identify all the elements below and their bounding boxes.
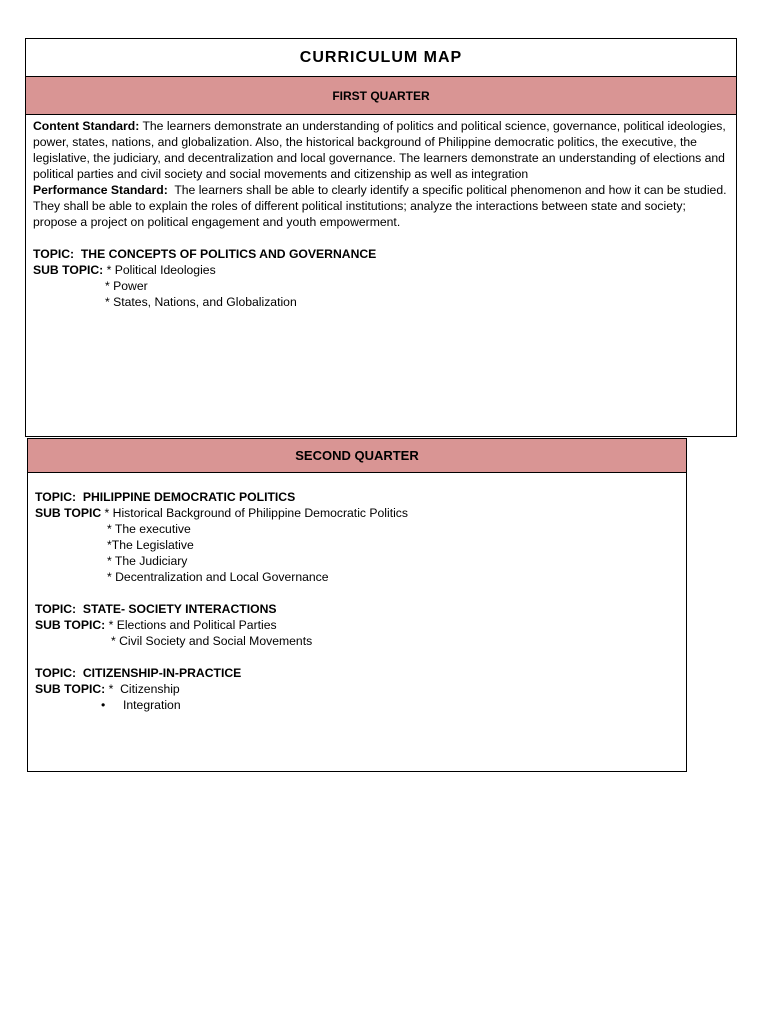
sub-topic-item: * The executive	[107, 522, 191, 536]
sub-topic-item: * Elections and Political Parties	[105, 618, 277, 632]
sub-topic-item: * The Judiciary	[107, 554, 188, 568]
sub-topic-item: * Power	[105, 279, 148, 293]
sub-topic-item: *The Legislative	[107, 538, 194, 552]
sub-topic-item: * Civil Society and Social Movements	[111, 634, 313, 648]
page-title: CURRICULUM MAP	[26, 39, 736, 77]
sub-topic-item: * Historical Background of Philippine Democratic Politics	[101, 506, 408, 520]
sub-topic-item: * Citizenship	[105, 682, 180, 696]
bullet-item-text: Integration	[123, 698, 181, 712]
topic-democratic-politics: TOPIC: PHILIPPINE DEMOCRATIC POLITICS	[35, 490, 296, 504]
content-standard	[33, 118, 729, 182]
content-standard-text: The learners demonstrate an understanding of politics and political science, governance, political ideologies, power, states, nations, and globalization. Also, the historical background of Philippine democratic politics, the executive, the legislative, the judiciary, and decentralization and local governance. The learners demonstrate an understanding of elections and political parties and civil society and social movements and citizenship as well as integration	[33, 119, 726, 181]
second-quarter-table	[27, 438, 687, 772]
sub-topic-item: * Decentralization and Local Governance	[107, 570, 329, 584]
second-quarter-body	[28, 473, 686, 713]
performance-standard-text: The learners shall be able to clearly identify a specific political phenomenon and how it can be studied. They shall be able to explain the roles of different political institutions; analyze the interactions between state and society; propose a project on political engagement and youth empowerment.	[33, 183, 730, 229]
sub-topic-item: * States, Nations, and Globalization	[105, 295, 297, 309]
bullet-item	[35, 697, 679, 713]
bullet-icon: •	[101, 698, 106, 712]
performance-standard-label: Performance Standard:	[33, 183, 168, 197]
sub-topic-label: SUB TOPIC:	[35, 618, 106, 632]
subtopic-line	[35, 505, 679, 521]
spacer	[35, 473, 679, 489]
subtopic-line	[35, 681, 679, 697]
first-quarter-body	[26, 115, 736, 310]
spacer	[35, 649, 679, 665]
sub-topic-label: SUB TOPIC:	[33, 263, 104, 277]
sub-topic-item: * Political Ideologies	[103, 263, 216, 277]
first-quarter-heading: FIRST QUARTER	[26, 77, 736, 115]
spacer	[35, 585, 679, 601]
spacer	[33, 230, 729, 246]
sub-topic-label: SUB TOPIC	[35, 506, 102, 520]
performance-standard	[33, 182, 729, 230]
subtopic-line	[35, 617, 679, 633]
second-quarter-heading: SECOND QUARTER	[28, 439, 686, 473]
content-standard-label: Content Standard:	[33, 119, 140, 133]
topic-citizenship: TOPIC: CITIZENSHIP-IN-PRACTICE	[35, 666, 242, 680]
sub-topic-label: SUB TOPIC:	[35, 682, 106, 696]
topic-state-society: TOPIC: STATE- SOCIETY INTERACTIONS	[35, 602, 277, 616]
first-quarter-subtopic-line	[33, 262, 729, 278]
first-quarter-topic: TOPIC: THE CONCEPTS OF POLITICS AND GOVERNANCE	[33, 247, 377, 261]
first-quarter-table	[25, 38, 737, 437]
